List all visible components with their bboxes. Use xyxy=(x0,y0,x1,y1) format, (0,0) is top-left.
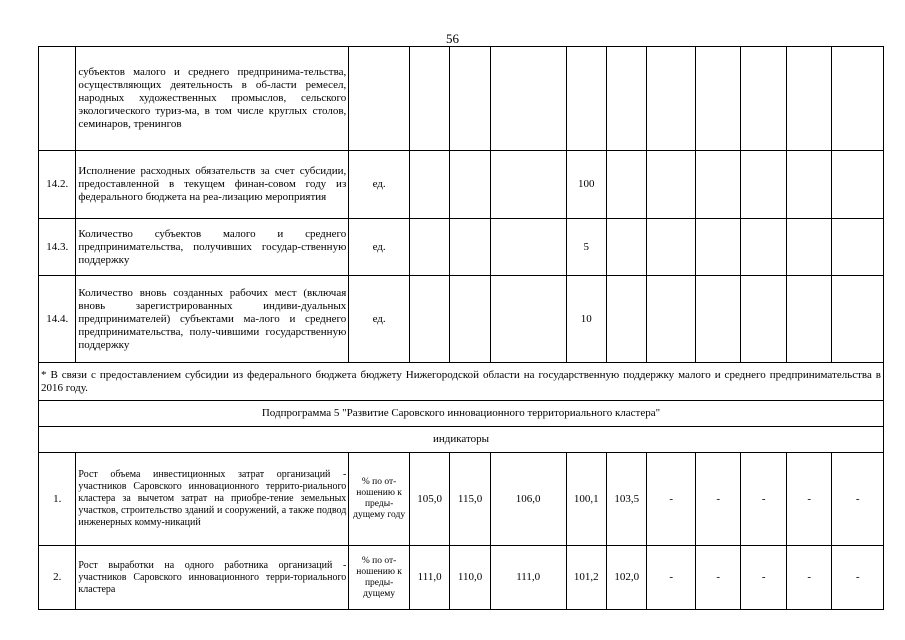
value-cell xyxy=(695,151,740,219)
value-cell xyxy=(450,47,490,151)
value-cell xyxy=(786,219,831,276)
value-cell xyxy=(647,219,696,276)
value-cell xyxy=(490,47,566,151)
row-description: Рост выработки на одного работника организаций - участников Саровского инновационного терри-ториального кластера xyxy=(76,546,349,610)
value-cell: - xyxy=(832,546,884,610)
value-cell xyxy=(832,276,884,363)
footnote: * В связи с предоставлением субсидии из федерального бюджета бюджету Нижегородской области на государственную поддержку малого и среднего предпринимательства в 2016 году. xyxy=(39,363,884,401)
row-unit: ед. xyxy=(349,219,410,276)
value-cell xyxy=(607,151,647,219)
row-number: 14.2. xyxy=(39,151,76,219)
value-cell: - xyxy=(786,546,831,610)
row-number: 1. xyxy=(39,453,76,546)
value-cell: 103,5 xyxy=(607,453,647,546)
value-cell xyxy=(409,151,449,219)
value-cell xyxy=(490,276,566,363)
value-cell xyxy=(741,151,786,219)
section-row xyxy=(39,427,884,453)
subprogram-title: Подпрограмма 5 "Развитие Саровского инновационного территориального кластера" xyxy=(39,401,884,427)
value-cell xyxy=(741,219,786,276)
indicators-table xyxy=(38,46,884,610)
value-cell: 106,0 xyxy=(490,453,566,546)
row-unit: % по от-ношению к преды-дущему году xyxy=(349,453,410,546)
row-number xyxy=(39,47,76,151)
value-cell: - xyxy=(786,453,831,546)
footnote-row xyxy=(39,363,884,401)
row-number: 2. xyxy=(39,546,76,610)
row-unit: ед. xyxy=(349,151,410,219)
value-cell xyxy=(490,151,566,219)
value-cell xyxy=(450,151,490,219)
page-number: 56 xyxy=(446,31,459,46)
value-cell: - xyxy=(741,453,786,546)
value-cell: 102,0 xyxy=(607,546,647,610)
value-cell xyxy=(409,47,449,151)
row-unit xyxy=(349,47,410,151)
row-unit: % по от-ношению к преды-дущему xyxy=(349,546,410,610)
value-cell xyxy=(607,219,647,276)
value-cell xyxy=(566,47,606,151)
value-cell: 100 xyxy=(566,151,606,219)
value-cell xyxy=(607,276,647,363)
value-cell: 105,0 xyxy=(409,453,449,546)
value-cell: - xyxy=(695,453,740,546)
value-cell xyxy=(647,47,696,151)
table-row xyxy=(39,219,884,276)
value-cell: 110,0 xyxy=(450,546,490,610)
section-label: индикаторы xyxy=(39,427,884,453)
value-cell xyxy=(450,219,490,276)
value-cell: 10 xyxy=(566,276,606,363)
value-cell: 111,0 xyxy=(409,546,449,610)
value-cell: 101,2 xyxy=(566,546,606,610)
value-cell xyxy=(786,47,831,151)
value-cell: 5 xyxy=(566,219,606,276)
value-cell: 100,1 xyxy=(566,453,606,546)
row-number: 14.4. xyxy=(39,276,76,363)
value-cell xyxy=(490,219,566,276)
value-cell: - xyxy=(647,546,696,610)
value-cell xyxy=(786,151,831,219)
value-cell xyxy=(695,219,740,276)
table-row xyxy=(39,546,884,610)
value-cell xyxy=(607,47,647,151)
row-description: субъектов малого и среднего предпринима-тельства, осуществляющих деятельность в об-ласти ремесел, народных художественных промыслов, сельского экологического туриз-ма, в том числе круглых столов, семинаров, тренингов xyxy=(76,47,349,151)
value-cell xyxy=(741,47,786,151)
value-cell xyxy=(832,219,884,276)
row-description: Исполнение расходных обязательств за счет субсидии, предоставленной в текущем финан-совом году из федерального бюджета на реа-лизацию мероприятия xyxy=(76,151,349,219)
value-cell xyxy=(832,151,884,219)
table-row xyxy=(39,276,884,363)
row-description: Рост объема инвестиционных затрат организаций - участников Саровского инновационного террито-риального кластера за вычетом затрат на приобре-тение земельных участков, строительство зданий и сооружений, а также подвод инженерных комму-никаций xyxy=(76,453,349,546)
value-cell xyxy=(695,276,740,363)
row-unit: ед. xyxy=(349,276,410,363)
value-cell xyxy=(786,276,831,363)
value-cell xyxy=(647,151,696,219)
table-row xyxy=(39,151,884,219)
value-cell: 115,0 xyxy=(450,453,490,546)
value-cell: - xyxy=(741,546,786,610)
value-cell xyxy=(647,276,696,363)
value-cell: - xyxy=(695,546,740,610)
value-cell xyxy=(741,276,786,363)
value-cell: - xyxy=(647,453,696,546)
table-row xyxy=(39,453,884,546)
row-description: Количество субъектов малого и среднего предпринимательства, получивших государ-ственную поддержку xyxy=(76,219,349,276)
table-row xyxy=(39,47,884,151)
value-cell xyxy=(409,219,449,276)
row-description: Количество вновь созданных рабочих мест (включая вновь зарегистрированных индиви-дуальных предпринимателей) субъектами ма-лого и среднего предпринимательства, полу-чившими государственную поддержку xyxy=(76,276,349,363)
value-cell: 111,0 xyxy=(490,546,566,610)
row-number: 14.3. xyxy=(39,219,76,276)
value-cell xyxy=(832,47,884,151)
value-cell: - xyxy=(832,453,884,546)
value-cell xyxy=(695,47,740,151)
value-cell xyxy=(409,276,449,363)
subprogram-row xyxy=(39,401,884,427)
value-cell xyxy=(450,276,490,363)
